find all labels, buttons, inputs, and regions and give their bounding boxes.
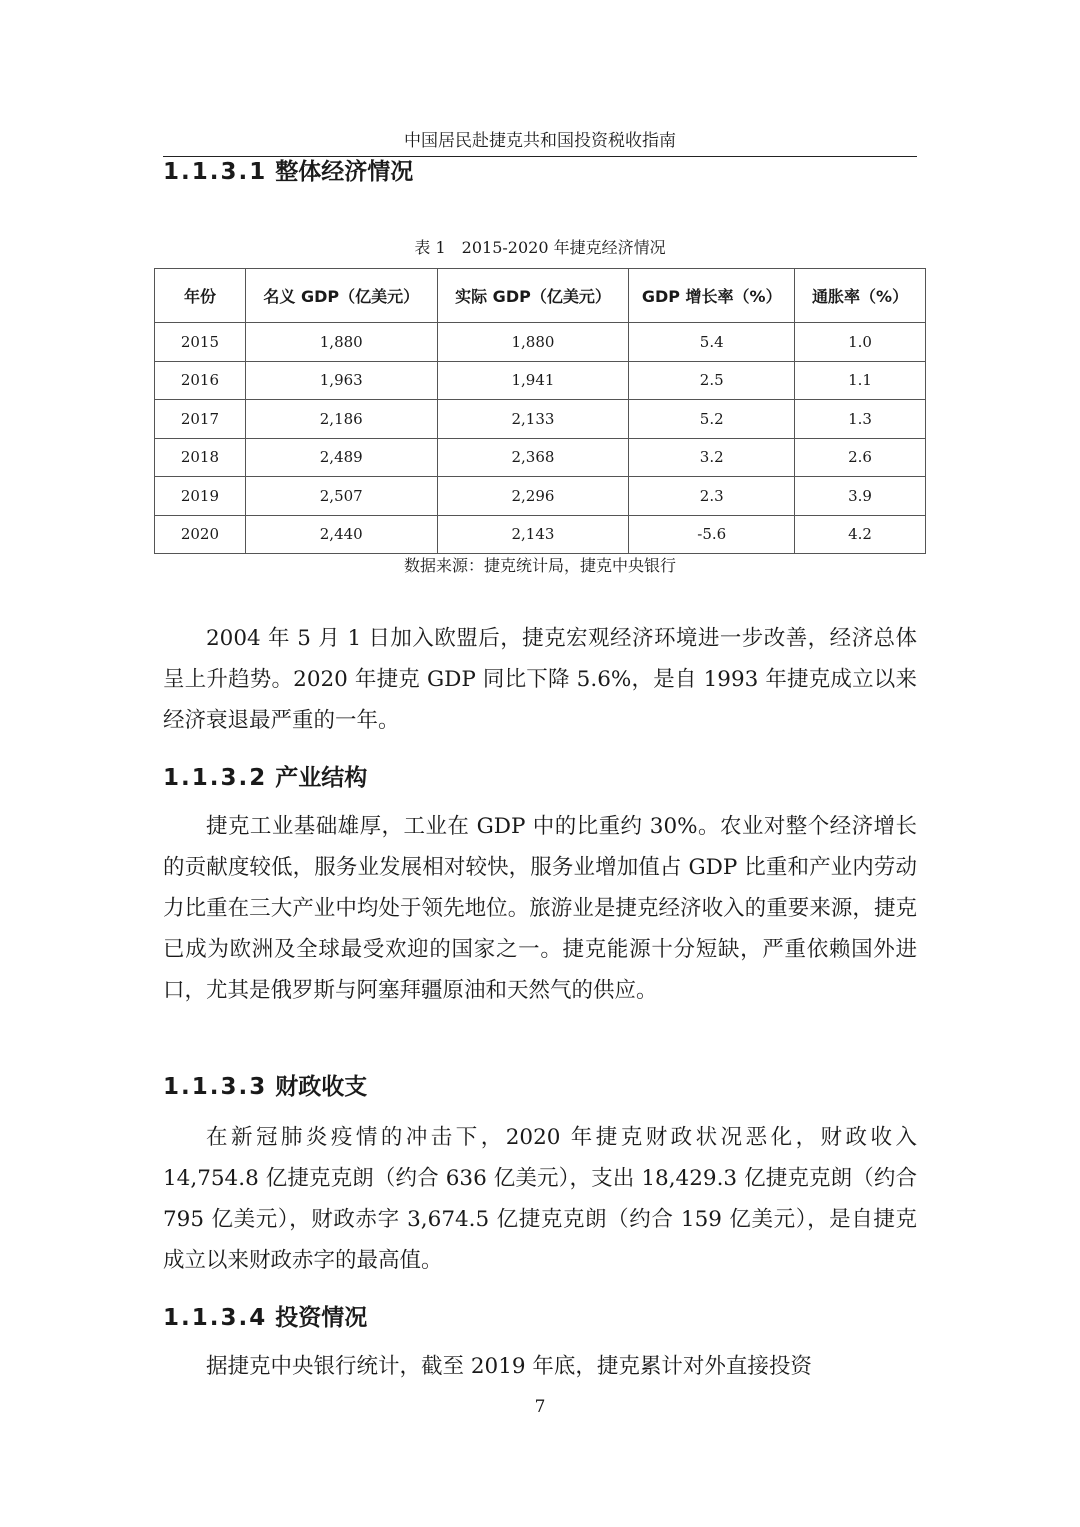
- table-cell: 4.2: [795, 515, 926, 554]
- section-title: 整体经济情况: [275, 159, 414, 185]
- table-cell: 2,440: [245, 515, 437, 554]
- table-cell: 1.0: [795, 323, 926, 362]
- table-cell: 2.3: [629, 477, 795, 516]
- section-heading-1-1-3-4: [163, 1302, 367, 1334]
- column-header: 年份: [155, 269, 246, 323]
- table-cell: 1.3: [795, 400, 926, 439]
- table-row: [155, 515, 926, 554]
- section-title: 产业结构: [275, 765, 368, 791]
- table-cell: 2017: [155, 400, 246, 439]
- table-cell: 2.5: [629, 361, 795, 400]
- table-row: [155, 477, 926, 516]
- table-row: [155, 323, 926, 362]
- economy-table: [154, 268, 926, 554]
- running-header: [163, 126, 917, 157]
- table-cell: 2019: [155, 477, 246, 516]
- table-cell: 5.4: [629, 323, 795, 362]
- section-title: 财政收支: [275, 1074, 368, 1100]
- table-cell: 2,143: [437, 515, 629, 554]
- section-title: 投资情况: [275, 1305, 368, 1331]
- table-cell: 5.2: [629, 400, 795, 439]
- section-heading-1-1-3-1: [163, 156, 413, 188]
- section-heading-1-1-3-3: [163, 1071, 367, 1103]
- column-header: 名义 GDP（亿美元）: [245, 269, 437, 323]
- section-heading-1-1-3-2: [163, 762, 367, 794]
- table-row: [155, 400, 926, 439]
- page-number: 7: [534, 1397, 546, 1417]
- table-cell: 2.6: [795, 438, 926, 477]
- document-title: 中国居民赴捷克共和国投资税收指南: [404, 131, 676, 151]
- table-cell: 2,507: [245, 477, 437, 516]
- table-row: [155, 438, 926, 477]
- table-cell: 1.1: [795, 361, 926, 400]
- table-source-note: 数据来源：捷克统计局，捷克中央银行: [403, 556, 676, 575]
- table-cell: 2016: [155, 361, 246, 400]
- column-header: 实际 GDP（亿美元）: [437, 269, 629, 323]
- table-cell: 1,941: [437, 361, 629, 400]
- table-cell: 3.9: [795, 477, 926, 516]
- section-number: 1.1.3.2: [163, 765, 268, 791]
- paragraph-economy: 2004 年 5 月 1 日加入欧盟后，捷克宏观经济环境进一步改善，经济总体呈上升趋势。2020 年捷克 GDP 同比下降 5.6%，是自 1993 年捷克成立以来经济衰退最严重的一年。: [163, 626, 917, 733]
- section-number: 1.1.3.1: [163, 159, 268, 185]
- section-number: 1.1.3.3: [163, 1074, 268, 1100]
- paragraph-industry: 捷克工业基础雄厚，工业在 GDP 中的比重约 30%。农业对整个经济增长的贡献度较低，服务业发展相对较快，服务业增加值占 GDP 比重和产业内劳动力比重在三大产业中均处于领先地位。旅游业是捷克经济收入的重要来源，捷克已成为欧洲及全球最受欢迎的国家之一。捷克能源十分短缺，严重依赖国外进口，尤其是俄罗斯与阿塞拜疆原油和天然气的供应。: [163, 814, 917, 1003]
- section-number: 1.1.3.4: [163, 1305, 268, 1331]
- table-cell: 2,133: [437, 400, 629, 439]
- table-cell: 2018: [155, 438, 246, 477]
- table-cell: 2,368: [437, 438, 629, 477]
- table-cell: -5.6: [629, 515, 795, 554]
- table-header-row: [155, 269, 926, 323]
- table-cell: 2015: [155, 323, 246, 362]
- paragraph-fiscal: 在新冠肺炎疫情的冲击下，2020 年捷克财政状况恶化，财政收入 14,754.8 亿捷克克朗（约合 636 亿美元），支出 18,429.3 亿捷克克朗（约合 795 亿美元），财政赤字 3,674.5 亿捷克克朗（约合 159 亿美元），是自捷克成立以来财政赤字的最高值。: [163, 1125, 917, 1273]
- table-cell: 2,186: [245, 400, 437, 439]
- column-header: 通胀率（%）: [795, 269, 926, 323]
- table-cell: 3.2: [629, 438, 795, 477]
- table-caption: 表 1 2015-2020 年捷克经济情况: [414, 238, 666, 257]
- table-cell: 2,296: [437, 477, 629, 516]
- table-cell: 2020: [155, 515, 246, 554]
- table-cell: 2,489: [245, 438, 437, 477]
- table-row: [155, 361, 926, 400]
- table-cell: 1,963: [245, 361, 437, 400]
- column-header: GDP 增长率（%）: [629, 269, 795, 323]
- table-cell: 1,880: [437, 323, 629, 362]
- paragraph-investment: 据捷克中央银行统计，截至 2019 年底，捷克累计对外直接投资: [206, 1354, 812, 1379]
- table-cell: 1,880: [245, 323, 437, 362]
